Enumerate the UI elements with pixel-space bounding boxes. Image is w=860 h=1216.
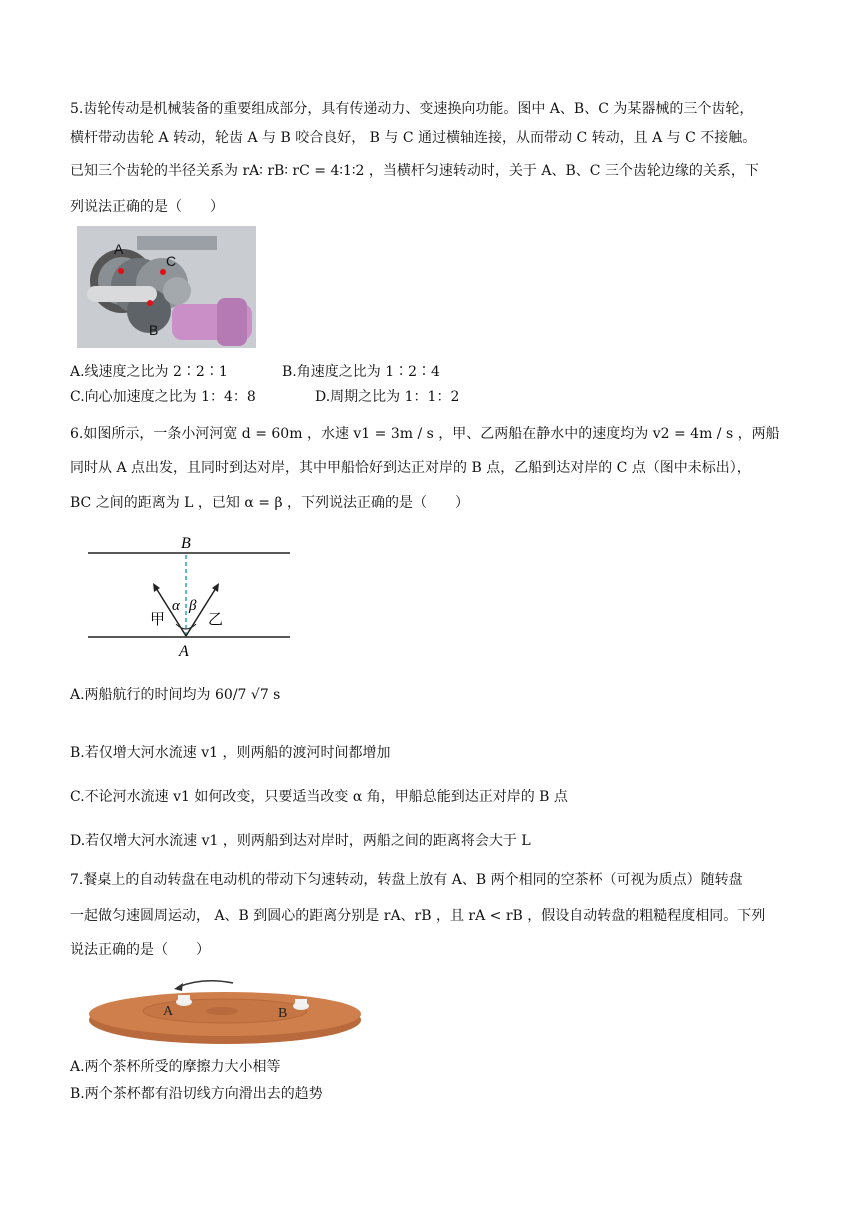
river-figure: [86, 530, 292, 660]
q5-option-b: B.角速度之比为 1∶2∶4: [282, 364, 440, 380]
gear-label-a: A: [114, 241, 124, 257]
q5-line-3: 已知三个齿轮的半径关系为 rA∶ rB∶ rC = 4∶1∶2 ，当横杆匀速转动时，关于 A、B、C 三个齿轮边缘的关系，下: [70, 163, 759, 179]
label-alpha: α: [172, 598, 180, 614]
cup-label-a: A: [163, 1004, 174, 1019]
label-a: A: [179, 643, 189, 660]
q5-line-4: 列说法正确的是（ ）: [70, 199, 224, 215]
q6-line-2: 同时从 A 点出发，且同时到达对岸，其中甲船恰好到达正对岸的 B 点，乙船到达对岸的 C 点（图中未标出），: [70, 460, 751, 476]
gear-label-c: C: [166, 253, 177, 269]
q6-line-1: 6.如图所示，一条小河河宽 d = 60m ，水速 v1 = 3m / s ，甲、乙两船在静水中的速度均为 v2 = 4m / s ，两船: [70, 426, 780, 442]
q5-option-c: C.向心加速度之比为 1：4：8: [70, 389, 256, 405]
q5-option-a: A.线速度之比为 2∶2∶1: [70, 364, 228, 380]
q5-line-2: 横杆带动齿轮 A 转动，轮齿 A 与 B 咬合良好， B 与 C 通过横轴连接，从而带动 C 转动，且 A 与 C 不接触。: [70, 130, 757, 146]
point-c-marker: [160, 269, 166, 275]
q6-option-a: A.两船航行的时间均为 60/7 √7 s: [70, 687, 281, 703]
gear-figure: [77, 226, 256, 348]
label-jia: 甲: [150, 610, 166, 628]
turntable-figure: [88, 975, 366, 1047]
q7-option-b: B.两个茶杯都有沿切线方向滑出去的趋势: [70, 1086, 323, 1102]
point-b-marker: [147, 300, 153, 306]
q6-option-c: C.不论河水流速 v1 如何改变，只要适当改变 α 角，甲船总能到达正对岸的 B 点: [70, 789, 568, 805]
q6-line-3: BC 之间的距离为 L ，已知 α = β ，下列说法正确的是（ ）: [70, 495, 469, 511]
q5-line-1: 5.齿轮传动是机械装备的重要组成部分，具有传递动力、变速换向功能。图中 A、B、C 为某器械的三个齿轮，: [70, 101, 754, 117]
label-yi: 乙: [208, 610, 224, 628]
q7-line-1: 7.餐桌上的自动转盘在电动机的带动下匀速转动，转盘上放有 A、B 两个相同的空茶杯（可视为质点）随转盘: [70, 872, 743, 888]
cup-label-b: B: [278, 1006, 288, 1021]
gear-label-b: B: [149, 322, 159, 338]
label-b: B: [181, 535, 191, 552]
point-a-marker: [118, 268, 124, 274]
q5-option-d: D.周期之比为 1：1：2: [315, 389, 460, 405]
q6-option-d: D.若仅增大河水流速 v1 ，则两船到达对岸时，两船之间的距离将会大于 L: [70, 833, 531, 849]
label-beta: β: [189, 598, 197, 614]
q7-line-2: 一起做匀速圆周运动， A、B 到圆心的距离分别是 rA、rB ，且 rA < rB ，假设自动转盘的粗糙程度相同。下列: [70, 908, 766, 924]
q7-option-a: A.两个茶杯所受的摩擦力大小相等: [70, 1059, 281, 1075]
q6-option-b: B.若仅增大河水流速 v1 ，则两船的渡河时间都增加: [70, 745, 391, 761]
q7-line-3: 说法正确的是（ ）: [70, 942, 210, 958]
